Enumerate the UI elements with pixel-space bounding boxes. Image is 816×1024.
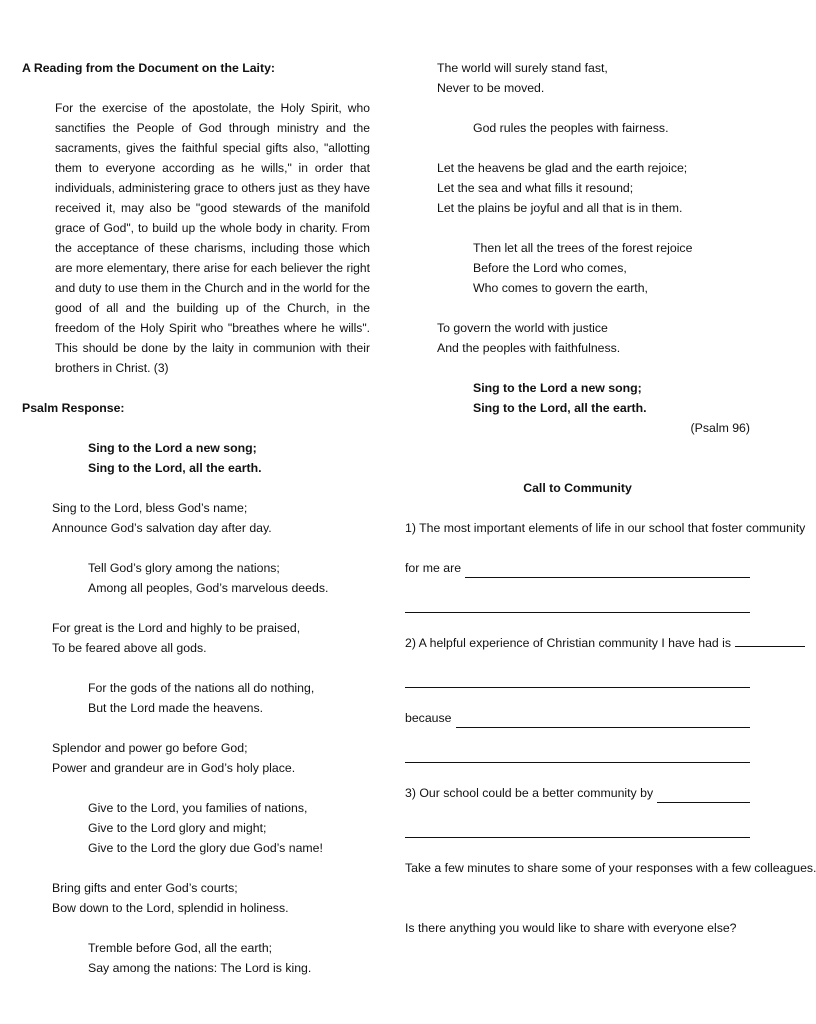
stanza-line: Never to be moved. (437, 81, 545, 95)
psalm-stanza (52, 878, 372, 918)
psalm-stanza (52, 498, 372, 538)
stanza-line: Let the sea and what fills it resound; (437, 181, 634, 195)
response-line: Sing to the Lord, all the earth. (88, 461, 262, 475)
stanza-line: Then let all the trees of the forest rejoice (473, 241, 693, 255)
answer-blank[interactable] (405, 673, 750, 688)
question-3-text: 3) Our school could be a better community by (405, 786, 654, 800)
stanza-line: Splendor and power go before God; (52, 741, 248, 755)
stanza-line: But the Lord made the heavens. (88, 701, 264, 715)
stanza-line: God rules the peoples with fairness. (473, 121, 669, 135)
stanza-line: Give to the Lord glory and might; (88, 821, 267, 835)
psalm-stanza (88, 558, 372, 598)
psalm-stanza (52, 738, 372, 778)
stanza-line: Tell God’s glory among the nations; (88, 561, 280, 575)
stanza-line: Give to the Lord the glory due God’s name! (88, 841, 323, 855)
answer-blank[interactable] (456, 713, 751, 728)
question-3[interactable] (405, 783, 750, 803)
stanza-line: Tremble before God, all the earth; (88, 941, 273, 955)
stanza-line: Give to the Lord, you families of nations, (88, 801, 308, 815)
psalm-stanza (88, 678, 372, 718)
stanza-line: For the gods of the nations all do nothing, (88, 681, 315, 695)
psalm-stanza (437, 158, 750, 218)
answer-blank[interactable] (405, 823, 750, 838)
because-prompt: because (405, 711, 452, 725)
stanza-line: Power and grandeur are in God’s holy place. (52, 761, 296, 775)
share-colleagues-text: Take a few minutes to share some of your responses with a few colleagues. (405, 861, 816, 875)
share-everyone-text: Is there anything you would like to share with everyone else? (405, 921, 737, 935)
psalm-stanza (437, 58, 750, 98)
stanza-line: Sing to the Lord, bless God’s name; (52, 501, 248, 515)
stanza-line: For great is the Lord and highly to be praised, (52, 621, 301, 635)
stanza-line: To be feared above all gods. (52, 641, 207, 655)
answer-blank[interactable] (657, 788, 750, 803)
right-column (405, 58, 816, 938)
response-line: Sing to the Lord a new song; (88, 441, 257, 455)
psalm-citation: (Psalm 96) (690, 421, 750, 435)
stanza-line: Announce God’s salvation day after day. (52, 521, 272, 535)
because-line[interactable] (405, 708, 750, 728)
stanza-line: Let the plains be joyful and all that is in them. (437, 201, 683, 215)
psalm-response (473, 378, 750, 418)
response-line: Sing to the Lord, all the earth. (473, 401, 647, 415)
answer-1-prompt: for me are (405, 561, 462, 575)
stanza-line: Before the Lord who comes, (473, 261, 627, 275)
stanza-line: Bow down to the Lord, splendid in holiness. (52, 901, 289, 915)
psalm-stanza (88, 938, 372, 978)
stanza-line: Say among the nations: The Lord is king. (88, 961, 312, 975)
reading-heading: A Reading from the Document on the Laity: (22, 61, 276, 75)
psalm-stanza (52, 618, 372, 658)
psalm-stanza (437, 318, 750, 358)
answer-blank[interactable] (405, 598, 750, 613)
stanza-line: To govern the world with justice (437, 321, 608, 335)
stanza-line: Who comes to govern the earth, (473, 281, 648, 295)
answer-blank[interactable] (405, 748, 750, 763)
reading-text: For the exercise of the apostolate, the Holy Spirit, who sanctifies the People of God through ministry and the sacraments, gives the faithful special gifts also, "allotting them to everyone according as he wills," in order that individuals, administering grace to others just as they have received it, may also be "good stewards of the manifold grace of God", to build up the whole body in charity. From the acceptance of these charisms, including those which are more elementary, there arise for each believer the right and duty to use them in the Church and in the world for the good of all and the building up of the Church, in the freedom of the Holy Spirit who "breathes where he wills". This should be done by the laity in communion with their brothers in Christ. (3) (55, 101, 370, 375)
question-2-text: 2) A helpful experience of Christian community I have had is (405, 636, 732, 650)
answer-1-line[interactable] (405, 558, 750, 578)
psalm-heading: Psalm Response: (22, 401, 125, 415)
community-heading: Call to Community (523, 481, 632, 495)
question-1: 1) The most important elements of life in our school that foster community (405, 521, 806, 535)
psalm-response (88, 438, 372, 478)
answer-blank[interactable] (735, 634, 805, 647)
psalm-stanza (88, 798, 372, 858)
psalm-stanza (473, 238, 750, 298)
question-2[interactable] (405, 633, 750, 653)
stanza-line: Among all peoples, God’s marvelous deeds. (88, 581, 329, 595)
stanza-line: Let the heavens be glad and the earth rejoice; (437, 161, 688, 175)
stanza-line: And the peoples with faithfulness. (437, 341, 621, 355)
stanza-line: The world will surely stand fast, (437, 61, 608, 75)
answer-blank[interactable] (465, 563, 750, 578)
psalm-stanza (473, 118, 750, 138)
left-column (22, 58, 372, 978)
response-line: Sing to the Lord a new song; (473, 381, 642, 395)
stanza-line: Bring gifts and enter God’s courts; (52, 881, 238, 895)
